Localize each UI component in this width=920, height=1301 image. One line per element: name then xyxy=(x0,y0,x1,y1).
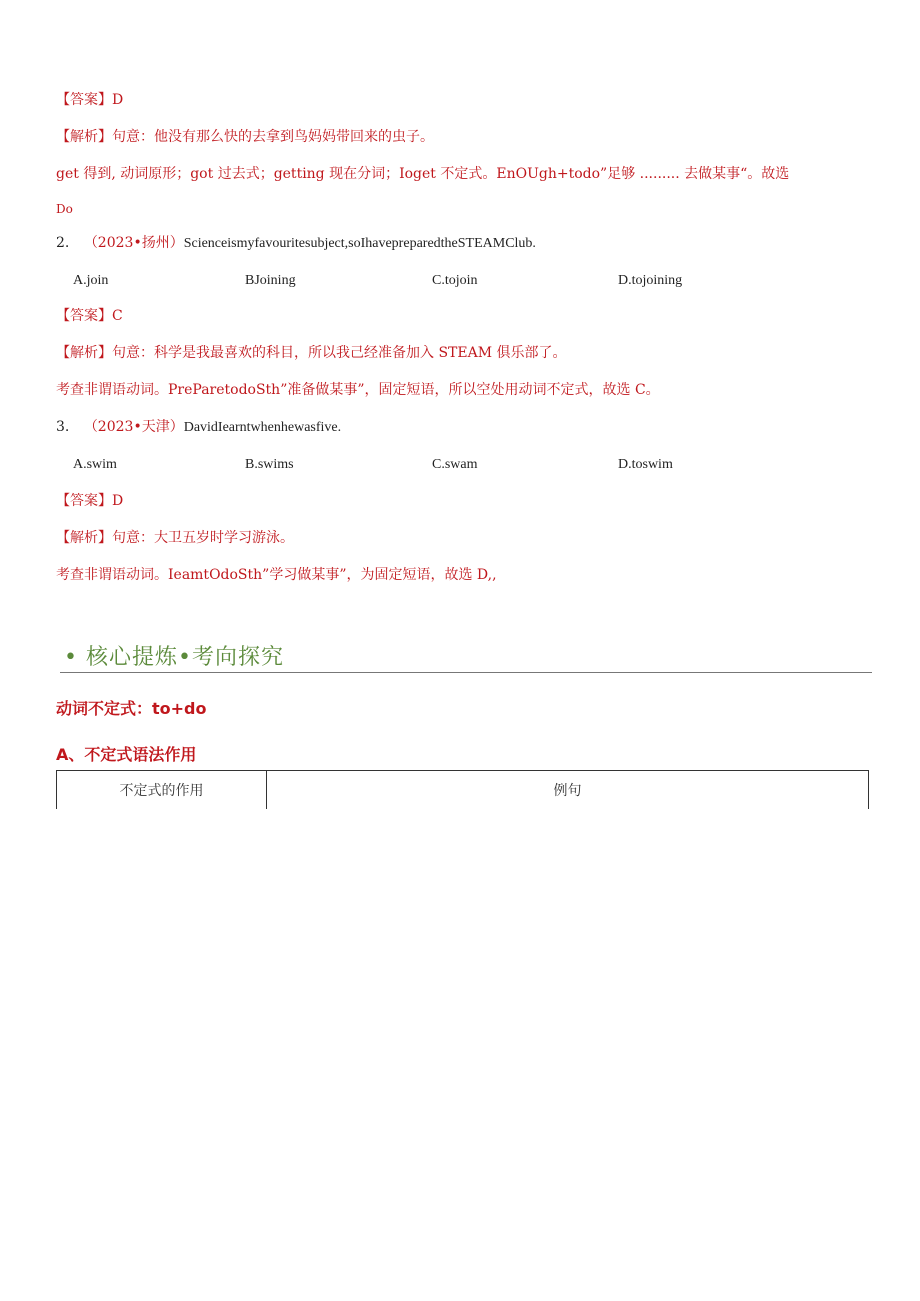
q2-detail: 考查非谓语动词。PreParetodoSth”准备做某事”，固定短语，所以空处用动词不定式，故选 C。 xyxy=(56,382,660,398)
answer-value: D xyxy=(112,493,124,509)
q3-option-b: B.swims xyxy=(245,457,294,472)
q3-analysis-line xyxy=(56,528,294,548)
q3-stem-line xyxy=(56,417,341,438)
q3-option-d: D.toswim xyxy=(618,457,673,472)
analysis-tag: 【解析】 xyxy=(56,129,112,145)
q2-answer-line xyxy=(56,306,123,326)
table-header-function: 不定式的作用 xyxy=(57,771,267,810)
question-source: （2023•扬州） xyxy=(83,235,184,251)
analysis-tag: 【解析】 xyxy=(56,530,112,546)
section-title: • 核心提炼•考向探究 xyxy=(64,645,284,670)
question-stem: Scienceismyfavouritesubject,soIhavepreparedtheSTEAMClub. xyxy=(183,236,536,251)
q2-option-d: D.tojoining xyxy=(618,273,683,288)
analysis-meaning: 句意：他没有那么快的去拿到鸟妈妈带回来的虫子。 xyxy=(112,129,434,145)
answer-tag: 【答案】 xyxy=(56,493,112,509)
section-subtitle: 动词不定式：to+do xyxy=(56,699,207,718)
answer-value: D xyxy=(112,92,124,108)
analysis-meaning: 句意：大卫五岁时学习游泳。 xyxy=(112,530,294,546)
question-number: 3. xyxy=(56,419,70,435)
q1-answer-line xyxy=(56,90,123,110)
q2-analysis-line xyxy=(56,343,567,363)
q1-analysis-line xyxy=(56,127,434,147)
q3-answer-line xyxy=(56,491,123,511)
answer-tag: 【答案】 xyxy=(56,92,112,108)
table-header-row xyxy=(57,771,869,810)
q2-option-a: A.join xyxy=(73,273,109,288)
analysis-tag: 【解析】 xyxy=(56,345,112,361)
q3-detail: 考查非谓语动词。IeamtOdoSth”学习做某事”，为固定短语，故选 D,, xyxy=(56,567,497,583)
question-number: 2. xyxy=(56,235,70,251)
q1-detail: get 得到, 动词原形；got 过去式；getting 现在分词；Ioget 不定式。EnOUgh+todo”足够 ......... 去做某事“。故选 xyxy=(56,166,790,182)
q2-option-b: BJoining xyxy=(245,273,296,288)
section-subheading: A、不定式语法作用 xyxy=(56,745,197,764)
answer-value: C xyxy=(112,308,123,324)
grammar-table xyxy=(56,770,869,809)
q3-option-c: C.swam xyxy=(432,457,478,472)
table-header-example: 例句 xyxy=(267,771,869,810)
section-header xyxy=(60,640,872,673)
answer-tag: 【答案】 xyxy=(56,308,112,324)
q3-option-a: A.swim xyxy=(73,457,117,472)
question-stem: DavidIearntwhenhewasfive. xyxy=(183,420,342,435)
q2-option-c: C.tojoin xyxy=(432,273,478,288)
q2-stem-line xyxy=(56,233,536,254)
question-source: （2023•天津） xyxy=(83,419,184,435)
q1-detail-tail: Do xyxy=(56,202,73,216)
analysis-meaning: 句意：科学是我最喜欢的科目，所以我己经准备加入 STEAM 俱乐部了。 xyxy=(112,345,567,361)
